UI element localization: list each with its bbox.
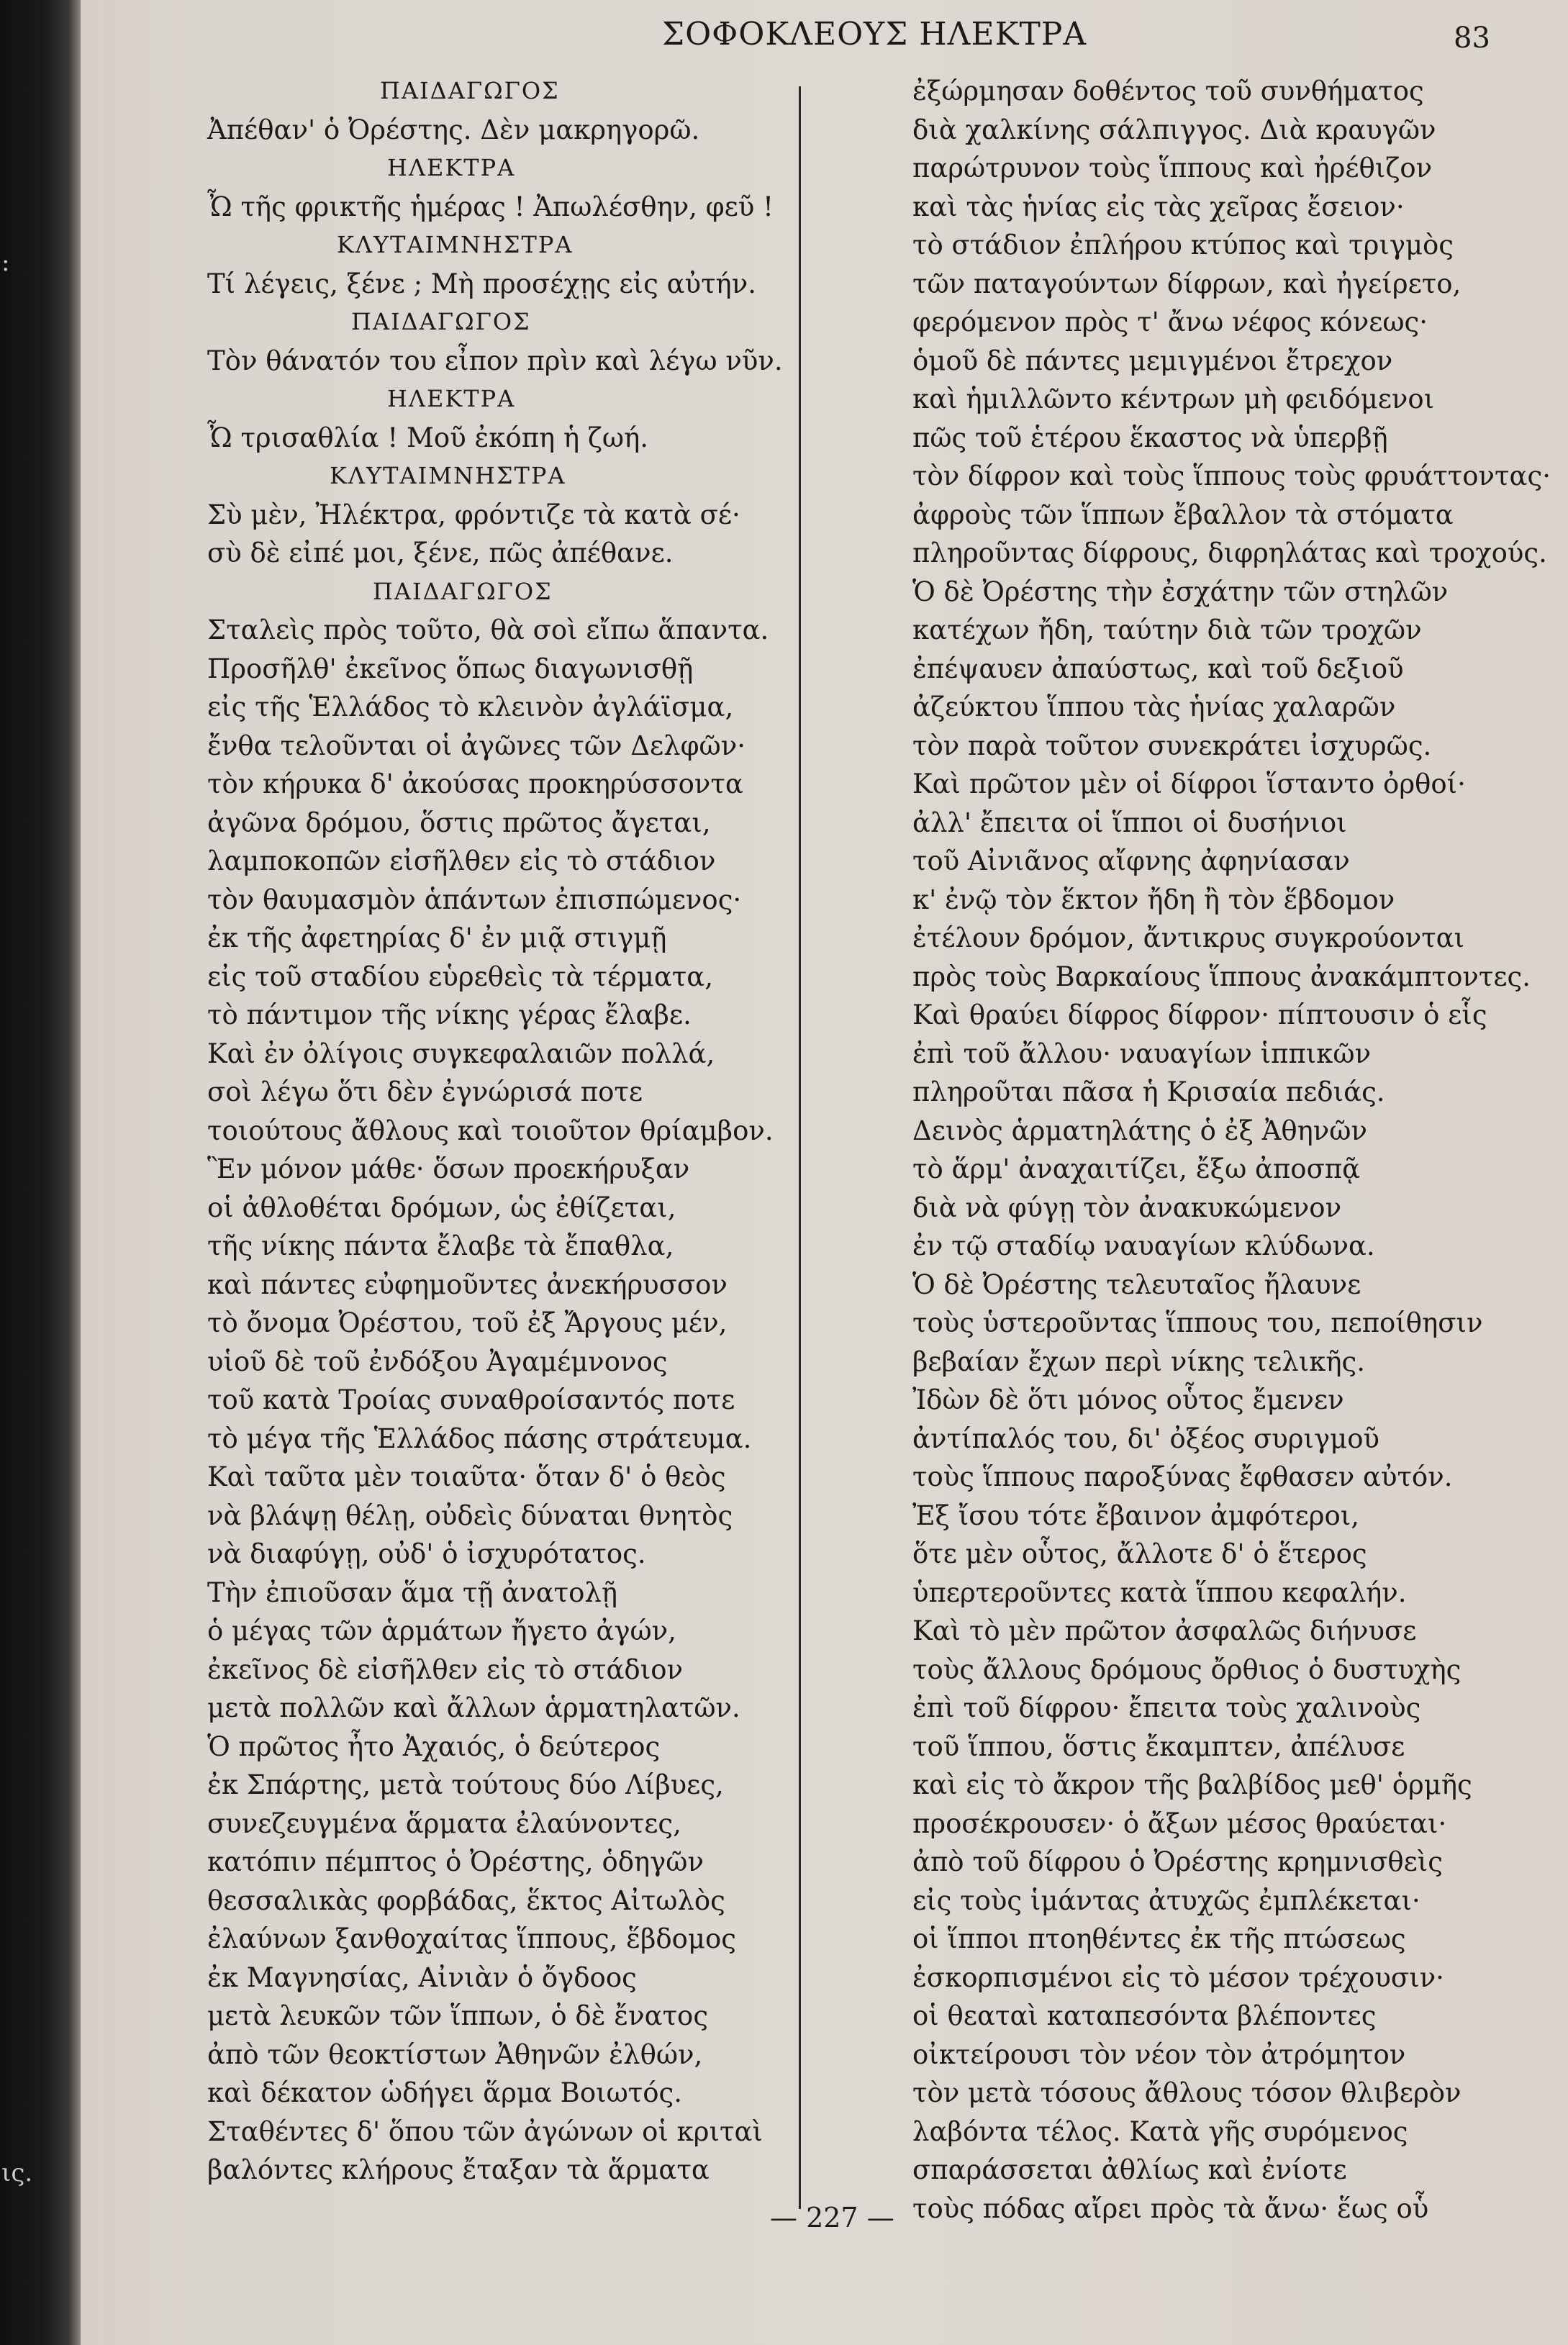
verse-line: τοὺς ἄλλους δρόμους ὄρθιος ὁ δυστυχὴς [912, 1654, 1461, 1685]
verse-line: καὶ δέκατον ὡδήγει ἅρμα Βοιωτός. [207, 2077, 683, 2108]
verse-line: τὸ ἅρμ' ἀναχαιτίζει, ἔξω ἀποσπᾷ [912, 1153, 1361, 1184]
verse-line: τὸ στάδιον ἐπλήρου κτύπος καὶ τριγμὸς [912, 230, 1454, 260]
verse-line: ὑπερτεροῦντες κατὰ ἵππου κεφαλήν. [912, 1577, 1407, 1608]
verse-line: διὰ χαλκίνης σάλπιγγος. Διὰ κραυγῶν [912, 114, 1436, 145]
speaker-name: ΠΑΙΔΑΓΩΓΟΣ [380, 77, 560, 104]
running-head: ΣΟΦΟΚΛΕΟΥΣ ΗΛΕΚΤΡΑ [662, 16, 1087, 53]
verse-line: Καὶ ταῦτα μὲν τοιαῦτα· ὅταν δ' ὁ θεὸς [207, 1461, 726, 1492]
verse-line: καὶ εἰς τὸ ἄκρον τῆς βαλβίδος μεθ' ὁρμῆς [912, 1769, 1472, 1800]
verse-line: ἐκ τῆς ἀφετηρίας δ' ἐν μιᾷ στιγμῇ [207, 922, 667, 953]
verse-line: εἰς τοῦ σταδίου εὑρεθεὶς τὰ τέρματα, [207, 961, 714, 992]
verse-line: ἀλλ' ἔπειτα οἱ ἵπποι οἱ δυσήνιοι [912, 807, 1347, 838]
verse-line: βαλόντες κλήρους ἔταξαν τὰ ἅρματα [207, 2154, 710, 2185]
verse-line: κατέχων ἤδη, ταύτην διὰ τῶν τροχῶν [912, 614, 1422, 645]
verse-line: τοῦ κατὰ Τροίας συναθροίσαντός ποτε [207, 1384, 735, 1415]
verse-line: Σταθέντες δ' ὅπου τῶν ἀγώνων οἱ κριταὶ [207, 2115, 763, 2147]
verse-line: μετὰ πολλῶν καὶ ἄλλων ἁρματηλατῶν. [207, 1692, 740, 1723]
verse-line: τὸ μέγα τῆς Ἑλλάδος πάσης στράτευμα. [207, 1423, 752, 1454]
right-column [912, 72, 1551, 2228]
verse-line: καὶ τὰς ἡνίας εἰς τὰς χεῖρας ἔσειον· [912, 191, 1405, 222]
verse-line: λαμποκοπῶν εἰσῆλθεν εἰς τὸ στάδιον [207, 845, 716, 876]
verse-line: ἐκ Μαγνησίας, Αἰνιὰν ὁ ὄγδοος [207, 1961, 637, 1993]
verse-line: σπαράσσεται ἀθλίως καὶ ἐνίοτε [912, 2154, 1347, 2185]
verse-line: Καὶ θραύει δίφρος δίφρον· πίπτουσιν ὁ εἷς [912, 999, 1487, 1030]
verse-line: ἀπὸ τοῦ δίφρου ὁ Ὀρέστης κρημνισθεὶς [912, 1846, 1444, 1877]
verse-line: ὁ μέγας τῶν ἁρμάτων ἤγετο ἀγών, [207, 1615, 676, 1646]
verse-line: νὰ βλάψῃ θέλῃ, οὐδεὶς δύναται θνητὸς [207, 1500, 733, 1531]
verse-line: τῶν παταγούντων δίφρων, καὶ ἠγείρετο, [912, 268, 1461, 299]
verse-line: οἱ ἀθλοθέται δρόμων, ὡς ἐθίζεται, [207, 1192, 676, 1223]
verse-line: οἱ ἵπποι πτοηθέντες ἐκ τῆς πτώσεως [912, 1923, 1406, 1954]
verse-line: Ὦ τρισαθλία ! Μοῦ ἐκόπη ἡ ζωή. [207, 422, 649, 453]
verse-line: τοῦ Αἰνιᾶνος αἴφνης ἀφηνίασαν [912, 845, 1350, 876]
speaker-name: ΚΛΥΤΑΙΜΝΗΣΤΡΑ [337, 231, 574, 258]
verse-line: καὶ πάντες εὐφημοῦντες ἀνεκήρυσσον [207, 1269, 728, 1300]
verse-line: ὅτε μὲν οὗτος, ἄλλοτε δ' ὁ ἕτερος [912, 1538, 1367, 1569]
verse-line: Τί λέγεις, ξένε ; Μὴ προσέχῃς εἰς αὐτήν. [207, 268, 756, 299]
verse-line: Ὁ δὲ Ὀρέστης τελευταῖος ἤλαυνε [912, 1269, 1361, 1300]
verse-line: τὸν θαυμασμὸν ἁπάντων ἐπισπώμενος· [207, 884, 742, 915]
verse-line: Σὺ μὲν, Ἠλέκτρα, φρόντιζε τὰ κατὰ σέ· [207, 499, 740, 530]
verse-line: οἰκτείρουσι τὸν νέον τὸν ἀτρόμητον [912, 2038, 1406, 2070]
verse-line: πληροῦντας δίφρους, διφρηλάτας καὶ τροχούς. [912, 538, 1547, 568]
verse-line: τῆς νίκης πάντα ἔλαβε τὰ ἔπαθλα, [207, 1230, 674, 1261]
verse-line: τὸν κήρυκα δ' ἀκούσας προκηρύσσοντα [207, 768, 743, 799]
speaker-name: ΠΑΙΔΑΓΩΓΟΣ [373, 577, 553, 605]
verse-line: τοὺς ἵππους παροξύνας ἔφθασεν αὐτόν. [912, 1461, 1453, 1492]
verse-line: σὺ δὲ εἰπέ μοι, ξένε, πῶς ἀπέθανε. [207, 538, 674, 568]
verse-line: ἀζεύκτου ἵππου τὰς ἡνίας χαλαρῶν [912, 691, 1396, 722]
verse-line: ἐκεῖνος δὲ εἰσῆλθεν εἰς τὸ στάδιον [207, 1654, 683, 1685]
speaker-name: ΗΛΕΚΤΡΑ [387, 385, 516, 412]
verse-line: ἐπέψαυεν ἀπαύστως, καὶ τοῦ δεξιοῦ [912, 653, 1404, 684]
verse-line: τοὺς πόδας αἴρει πρὸς τὰ ἄνω· ἕως οὗ [912, 2192, 1429, 2224]
verse-line: ἐκ Σπάρτης, μετὰ τούτους δύο Λίβυες, [207, 1769, 724, 1800]
verse-line: κ' ἐνῷ τὸν ἕκτον ἤδη ἢ τὸν ἕβδομον [912, 884, 1395, 915]
verse-line: ἐπὶ τοῦ δίφρου· ἔπειτα τοὺς χαλινοὺς [912, 1692, 1421, 1723]
verse-line: ἔνθα τελοῦνται οἱ ἀγῶνες τῶν Δελφῶν· [207, 730, 746, 761]
verse-line: λαβόντα τέλος. Κατὰ γῆς συρόμενος [912, 2115, 1408, 2147]
verse-line: ἀντίπαλός του, δι' ὀξέος συριγμοῦ [912, 1423, 1379, 1454]
page-number: 83 [1454, 22, 1490, 55]
verse-line: ἐτέλουν δρόμον, ἄντικρυς συγκρούονται [912, 922, 1465, 953]
verse-line: ἐσκορπισμένοι εἰς τὸ μέσον τρέχουσιν· [912, 1961, 1444, 1993]
verse-line: Ἐξ ἴσου τότε ἔβαινον ἀμφότεροι, [912, 1500, 1360, 1531]
verse-line: ἀφροὺς τῶν ἵππων ἔβαλλον τὰ στόματα [912, 499, 1454, 530]
verse-line: μετὰ λευκῶν τῶν ἵππων, ὁ δὲ ἔνατος [207, 2000, 709, 2031]
verse-line: τοὺς ὑστεροῦντας ἵππους του, πεποίθησιν [912, 1307, 1483, 1338]
speaker-name: ΠΑΙΔΑΓΩΓΟΣ [351, 308, 531, 335]
verse-line: ἀγῶνα δρόμου, ὅστις πρῶτος ἄγεται, [207, 807, 711, 838]
verse-line: σοὶ λέγω ὅτι δὲν ἐγνώρισά ποτε [207, 1076, 643, 1107]
verse-line: Τὴν ἐπιοῦσαν ἅμα τῇ ἀνατολῇ [207, 1577, 618, 1608]
verse-line: καὶ ἡμιλλῶντο κέντρων μὴ φειδόμενοι [912, 384, 1435, 414]
verse-line: Σταλεὶς πρὸς τοῦτο, θὰ σοὶ εἴπω ἅπαντα. [207, 614, 769, 645]
verse-line: πῶς τοῦ ἑτέρου ἕκαστος νὰ ὑπερβῇ [912, 422, 1388, 453]
verse-line: Ἀπέθαν' ὁ Ὀρέστης. Δὲν μακρηγορῶ. [207, 114, 700, 145]
verse-line: ἐν τῷ σταδίῳ ναυαγίων κλύδωνα. [912, 1230, 1375, 1261]
verse-line: Καὶ ἐν ὀλίγοις συγκεφαλαιῶν πολλά, [207, 1038, 715, 1069]
verse-line: Ὦ τῆς φρικτῆς ἡμέρας ! Ἀπωλέσθην, φεῦ ! [207, 191, 774, 222]
verse-line: Ὁ δὲ Ὀρέστης τὴν ἐσχάτην τῶν στηλῶν [912, 576, 1449, 607]
column-divider [799, 86, 801, 2209]
verse-line: Προσῆλθ' ἐκεῖνος ὅπως διαγωνισθῇ [207, 653, 694, 684]
verse-line: τὸν παρὰ τοῦτον συνεκράτει ἰσχυρῶς. [912, 730, 1432, 761]
verse-line: τὸ ὄνομα Ὀρέστου, τοῦ ἐξ Ἄργους μέν, [207, 1307, 728, 1338]
verse-line: νὰ διαφύγῃ, οὐδ' ὁ ἰσχυρότατος. [207, 1538, 646, 1569]
verse-line: Ὁ πρῶτος ἦτο Ἀχαιός, ὁ δεύτερος [207, 1731, 661, 1762]
verse-line: τὸν μετὰ τόσους ἄθλους τόσον θλιβερὸν [912, 2077, 1461, 2108]
verse-line: οἱ θεαταὶ καταπεσόντα βλέποντες [912, 2000, 1377, 2031]
verse-line: Τὸν θάνατόν του εἶπον πρὶν καὶ λέγω νῦν. [207, 345, 783, 376]
edge-mark-top: : [1, 248, 10, 277]
verse-line: πρὸς τοὺς Βαρκαίους ἵππους ἀνακάμπτοντες. [912, 961, 1531, 992]
verse-line: τὸν δίφρον καὶ τοὺς ἵππους τοὺς φρυάττοντας· [912, 461, 1551, 491]
verse-line: Ἰδὼν δὲ ὅτι μόνος οὗτος ἔμενεν [912, 1384, 1344, 1415]
verse-line: Καὶ τὸ μὲν πρῶτον ἀσφαλῶς διήνυσε [912, 1615, 1417, 1646]
verse-line: Καὶ πρῶτον μὲν οἱ δίφροι ἵσταντο ὀρθοί· [912, 768, 1466, 799]
footer-page-number: — 227 — [770, 2202, 894, 2233]
speaker-name: ΗΛΕΚΤΡΑ [387, 154, 516, 181]
verse-line: τοιούτους ἄθλους καὶ τοιοῦτον θρίαμβον. [207, 1115, 774, 1146]
left-column [207, 72, 783, 2190]
verse-line: υἱοῦ δὲ τοῦ ἐνδόξου Ἀγαμέμνονος [207, 1346, 668, 1377]
verse-line: βεβαίαν ἔχων περὶ νίκης τελικῆς. [912, 1346, 1366, 1377]
verse-line: προσέκρουσεν· ὁ ἄξων μέσος θραύεται· [912, 1807, 1447, 1839]
verse-line: τοῦ ἵππου, ὅστις ἔκαμπτεν, ἀπέλυσε [912, 1731, 1405, 1762]
verse-line: ἐλαύνων ξανθοχαίτας ἵππους, ἕβδομος [207, 1923, 736, 1954]
verse-line: παρώτρυνον τοὺς ἵππους καὶ ἠρέθιζον [912, 153, 1433, 183]
edge-mark-bottom: ις. [1, 2159, 33, 2187]
verse-line: θεσσαλικὰς φορβάδας, ἕκτος Αἰτωλὸς [207, 1884, 725, 1916]
verse-line: εἰς τῆς Ἑλλάδος τὸ κλεινὸν ἀγλάϊσμα, [207, 691, 734, 722]
verse-line: ἐπὶ τοῦ ἄλλου· ναυαγίων ἱππικῶν [912, 1038, 1372, 1069]
verse-line: Δεινὸς ἁρματηλάτης ὁ ἐξ Ἀθηνῶν [912, 1115, 1367, 1146]
verse-line: φερόμενον πρὸς τ' ἄνω νέφος κόνεως· [912, 307, 1428, 337]
verse-line: εἰς τοὺς ἱμάντας ἀτυχῶς ἐμπλέκεται· [912, 1884, 1420, 1916]
verse-line: συνεζευγμένα ἅρματα ἐλαύνοντες, [207, 1807, 681, 1839]
verse-line: Ἓν μόνον μάθε· ὅσων προεκήρυξαν [207, 1153, 690, 1184]
verse-line: πληροῦται πᾶσα ἡ Κρισαία πεδιάς. [912, 1076, 1385, 1107]
verse-line: ὁμοῦ δὲ πάντες μεμιγμένοι ἔτρεχον [912, 345, 1393, 376]
verse-line: ἀπὸ τῶν θεοκτίστων Ἀθηνῶν ἐλθών, [207, 2038, 703, 2070]
verse-line: τὸ πάντιμον τῆς νίκης γέρας ἔλαβε. [207, 999, 692, 1030]
verse-line: κατόπιν πέμπτος ὁ Ὀρέστης, ὁδηγῶν [207, 1846, 704, 1877]
book-spine-shadow [0, 0, 81, 2345]
verse-line: ἐξώρμησαν δοθέντος τοῦ συνθήματος [912, 76, 1424, 106]
verse-line: διὰ νὰ φύγῃ τὸν ἀνακυκώμενον [912, 1192, 1342, 1223]
speaker-name: ΚΛΥΤΑΙΜΝΗΣΤΡΑ [330, 462, 566, 489]
